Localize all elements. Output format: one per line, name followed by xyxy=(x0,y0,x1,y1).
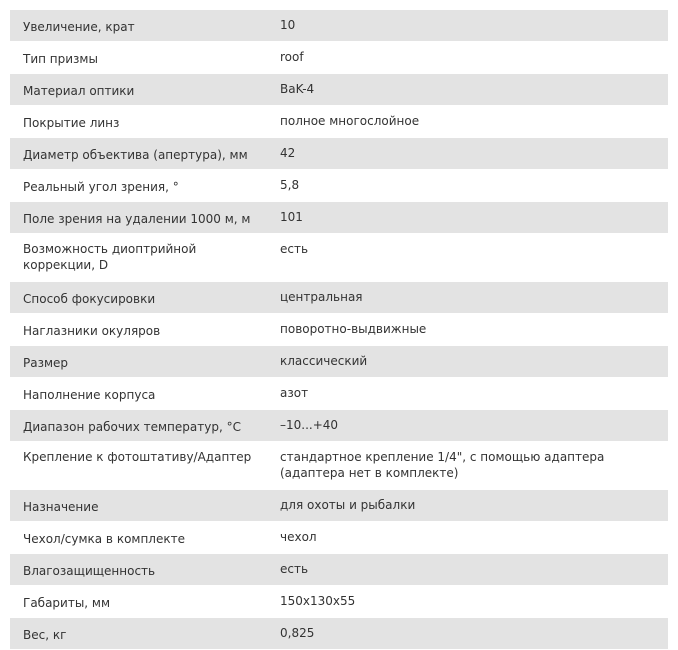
spec-name: Диаметр объектива (апертура), мм xyxy=(10,138,268,170)
spec-value: –10...+40 xyxy=(268,410,668,442)
spec-value: центральная xyxy=(268,282,668,314)
spec-row-optics-material xyxy=(10,74,668,106)
spec-row-focusing xyxy=(10,282,668,314)
spec-name: Покрытие линз xyxy=(10,106,268,138)
spec-name: Назначение xyxy=(10,490,268,522)
spec-row-temperature-range xyxy=(10,410,668,442)
spec-row-dimensions xyxy=(10,586,668,618)
spec-row-case-included xyxy=(10,522,668,554)
spec-name: Наполнение корпуса xyxy=(10,378,268,410)
spec-row-diopter-correction xyxy=(10,234,668,282)
spec-name: Материал оптики xyxy=(10,74,268,106)
spec-value: 5,8 xyxy=(268,170,668,202)
spec-value: для охоты и рыбалки xyxy=(268,490,668,522)
spec-row-waterproof xyxy=(10,554,668,586)
spec-row-field-of-view xyxy=(10,202,668,234)
spec-value: 101 xyxy=(268,202,668,234)
spec-row-lens-coating xyxy=(10,106,668,138)
spec-value: поворотно-выдвижные xyxy=(268,314,668,346)
spec-row-purpose xyxy=(10,490,668,522)
spec-value: 42 xyxy=(268,138,668,170)
spec-row-size xyxy=(10,346,668,378)
spec-row-field-angle xyxy=(10,170,668,202)
spec-name: Размер xyxy=(10,346,268,378)
spec-name: Наглазники окуляров xyxy=(10,314,268,346)
spec-name: Чехол/сумка в комплекте xyxy=(10,522,268,554)
spec-name: Влагозащищенность xyxy=(10,554,268,586)
spec-row-magnification xyxy=(10,10,668,42)
spec-name: Крепление к фотоштативу/Адаптер xyxy=(10,442,268,490)
spec-row-prism-type xyxy=(10,42,668,74)
spec-row-eyecups xyxy=(10,314,668,346)
spec-name: Тип призмы xyxy=(10,42,268,74)
specifications-table xyxy=(10,10,668,650)
spec-value: BaK-4 xyxy=(268,74,668,106)
spec-value: есть xyxy=(268,554,668,586)
spec-value: 0,825 xyxy=(268,618,668,650)
spec-row-objective-diameter xyxy=(10,138,668,170)
spec-name: Увеличение, крат xyxy=(10,10,268,42)
specifications-body xyxy=(10,10,668,650)
spec-value: азот xyxy=(268,378,668,410)
spec-value: roof xyxy=(268,42,668,74)
spec-value: 10 xyxy=(268,10,668,42)
spec-value: есть xyxy=(268,234,668,282)
spec-name: Реальный угол зрения, ° xyxy=(10,170,268,202)
spec-row-tripod-mount xyxy=(10,442,668,490)
spec-value: чехол xyxy=(268,522,668,554)
spec-name: Габариты, мм xyxy=(10,586,268,618)
spec-name: Возможность диоптрийной коррекции, D xyxy=(10,234,268,282)
spec-row-body-filling xyxy=(10,378,668,410)
spec-value: 150x130x55 xyxy=(268,586,668,618)
spec-value: классический xyxy=(268,346,668,378)
spec-name: Способ фокусировки xyxy=(10,282,268,314)
spec-name: Поле зрения на удалении 1000 м, м xyxy=(10,202,268,234)
spec-name: Вес, кг xyxy=(10,618,268,650)
spec-value: стандартное крепление 1/4", с помощью адаптера (адаптера нет в комплекте) xyxy=(268,442,668,490)
spec-row-weight xyxy=(10,618,668,650)
spec-name: Диапазон рабочих температур, °C xyxy=(10,410,268,442)
spec-value: полное многослойное xyxy=(268,106,668,138)
